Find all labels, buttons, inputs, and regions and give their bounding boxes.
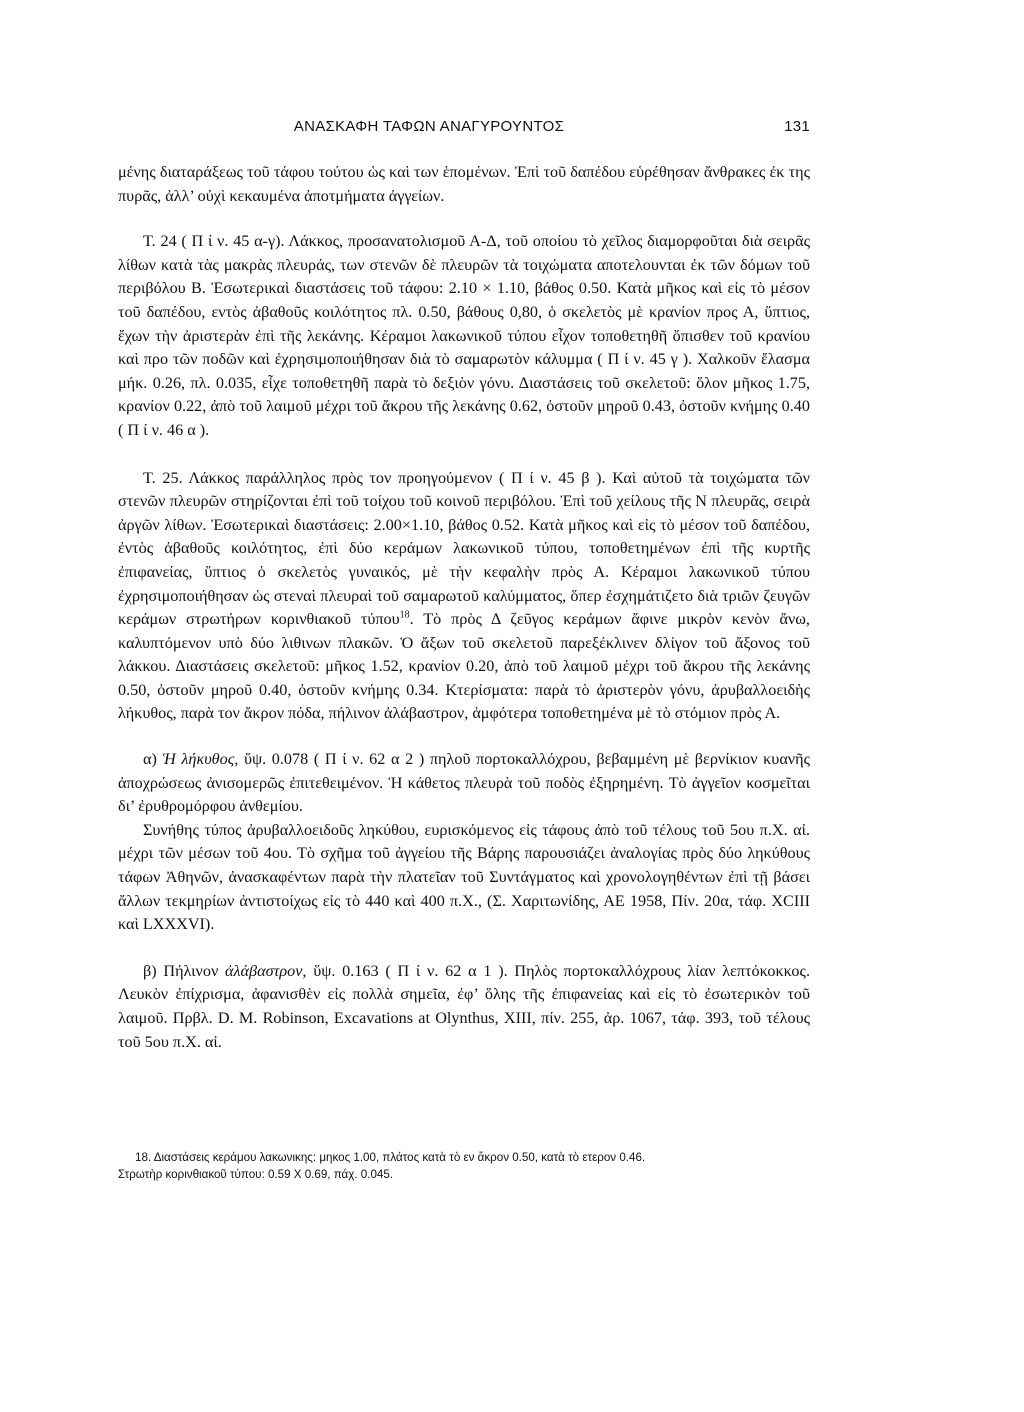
running-header [118, 118, 810, 140]
footnote-18-cont: Στρωτὴρ κορινθιακοῦ τύπου: 0.59 X 0.69, πάχ. 0.045. [118, 1168, 394, 1181]
lekythos-term: Ἡ λήκυθος, [162, 750, 239, 769]
tomb-25-text-cont: Τὸ πρὸς Δ ζεῦγος κεράμων ἄφινε μικρὸν κενὸν ἄνω, καλυπτόμενον υπὸ δύο λιθινων πλακῶν. Ὁ ἄξων τοῦ σκελετοῦ παρεξέκλινεν δλίγον τοῦ ἄξονος τοῦ λάκκου. Διαστάσεις σκελετοῦ: μῆκος 1.52, κρανίον 0.20, ἀπὸ τοῦ λαιμοῦ μέχρι τοῦ ἄκρου τῆς λεκάνης 0.50, ὀστοῦν μηροῦ 0.40, ὀστοῦν κνήμης 0.34. Κτερίσματα: παρὰ τὸ ἀριστερὸν γόνυ, ἀρυβαλλοειδὴς λήκυθος, παρὰ τον ἄκρον πόδα, πήλινον ἀλάβαστρον, ἀμφότερα τοποθετημένα μὲ τὸ στόμιον πρὸς Α. [118, 610, 810, 723]
footnotes [118, 1149, 818, 1183]
body-text [118, 161, 810, 1054]
page-number: 131 [784, 118, 810, 135]
paragraph-continuation: μένης διαταράξεως τοῦ τάφου τούτου ὡς καὶ των ἑπομένων. Ἐπὶ τοῦ δαπέδου εὑρέθησαν ἄνθρακες ἐκ της πυρᾶς, ἀλλ’ οὐχὶ κεκαυμένα ἀποτμήματα ἀγγείων. [118, 163, 810, 205]
running-title: ΑΝΑΣΚΑΦΗ ΤΑΦΩΝ ΑΝΑΓΥΡΟΥΝΤΟΣ [293, 118, 565, 135]
paragraph-tomb-25: Τ. 25. Λάκκος παράλληλος πρὸς τον προηγούμενον ( Π ί ν. 45 β ). Καὶ αὐτοῦ τὰ τοιχώματα τῶν στενῶν πλευρῶν στηρίζονται ἐπὶ τοῦ τοίχου τοῦ κοινοῦ περιβόλου. Ἐπὶ τοῦ χείλους τῆς Ν πλευρᾶς, σειρὰ ἀργῶν λίθων. Ἐσωτερικαὶ διαστάσεις: 2.00×1.10, βάθος 0.52. Κατὰ μῆκος καὶ εἰς τὸ μέσον τοῦ δαπέδου, ἐντὸς ἀβαθοῦς κοιλότητος, ἐπὶ δύο κεράμων λακωνικοῦ τύπου, τοποθετημένων ἐπὶ τῆς κυρτῆς ἐπιφανείας, ὕπτιος ὁ σκελετὸς γυναικός, μὲ τὴν κεφαλὴν πρὸς Α. Κέραμοι λακωνικοῦ τύπου ἐχρησιμοποιήθησαν ὡς στεναὶ πλευραὶ τοῦ σαμαρωτοῦ καλύμματος, ὅπερ ἐσχημάτιζετο διὰ τριῶν ζευγῶν κεράμων στρωτήρων κορινθιακοῦ τύπου$^{18}$. Τὸ πρὸς Δ ζεῦγος κεράμων ἄφινε μικρὸν κενὸν ἄνω, καλυπτόμενον υπὸ δύο λιθινων πλακῶν. Ὁ ἄξων τοῦ σκελετοῦ παρεξέκλινεν δλίγον τοῦ ἄξονος τοῦ λάκκου. Διαστάσεις σκελετοῦ: μῆκος 1.52, κρανίον 0.20, ἀπὸ τοῦ λαιμοῦ μέχρι τοῦ ἄκρου τῆς λεκάνης 0.50, ὀστοῦν μηροῦ 0.40, ὀστοῦν κνήμης 0.34. Κτερίσματα: παρὰ τὸ ἀριστερὸν γόνυ, ἀρυβαλλοειδὴς λήκυθος, παρὰ τον ἄκρον πόδα, πήλινον ἀλάβαστρον, ἀμφότερα τοποθετημένα μὲ τὸ στόμιον πρὸς Α. [118, 468, 810, 723]
paragraph-tomb-24: Τ. 24 ( Π ί ν. 45 α-γ). Λάκκος, προσανατολισμοῦ Α-Δ, τοῦ οποίου τὸ χεῖλος διαμορφοῦται διὰ σειρᾶς λίθων κατὰ τὰς μακρὰς πλευράς, των στενῶν δὲ πλευρῶν τὰ τοιχώματα αποτελουνται ἐκ τῶν δόμων τοῦ περιβόλου Β. Ἐσωτερικαὶ διαστάσεις τοῦ τάφου: 2.10 × 1.10, βάθος 0.50. Κατὰ μῆκος καὶ εἰς τὸ μέσον τοῦ δαπέδου, εντὸς ἀβαθοῦς κοιλότητος πλ. 0.50, βάθους 0,80, ὁ σκελετὸς μὲ κρανίον προς Α, ὕπτιος, ἔχων τὴν ἀριστερὰν ἐπὶ τῆς λεκάνης. Κέραμοι λακωνικοῦ τύπου εἶχον τοποθετηθῆ ὄπισθεν τοῦ κρανίου καὶ προ τῶν ποδῶν καὶ ἐχρησιμοποιήθησαν διὰ τὸ σαμαρωτὸν κάλυμμα ( Π ί ν. 45 γ ). Χαλκοῦν ἔλασμα μήκ. 0.26, πλ. 0.035, εἶχε τοποθετηθῆ παρὰ τὸ δεξιὸν γόνυ. Διαστάσεις τοῦ σκελετοῦ: ὅλον μῆκος 1.75, κρανίον 0.22, ἀπὸ τοῦ λαιμοῦ μέχρι τοῦ ἄκρου τῆς λεκάνης 0.62, ὀστοῦν μηροῦ 0.43, ὀστοῦν κνήμης 0.40 ( Π ί ν. 46 α ). [118, 232, 810, 439]
alabastron-term: ἀλάβαστρον, [225, 961, 307, 980]
paragraph-lekythos-type: Συνήθης τύπος ἀρυβαλλοειδοῦς ληκύθου, ευρισκόμενος εἰς τάφους ἀπὸ τοῦ τέλους τοῦ 5ου π.Χ. αἰ. μέχρι τῶν μέσων τοῦ 4ου. Τὸ σχῆμα τοῦ ἀγγείου τῆς Βάρης παρουσιάζει ἀναλογίας πρὸς δύο ληκύθους τάφων Ἀθηνῶν, ἀνασκαφέντων παρὰ τὴν πλατεῖαν τοῦ Συντάγματος καὶ χρονολογηθέντων ἐπὶ τῇ βάσει ἄλλων τεκμηρίων ἀντιστοίχως εἰς τὸ 440 καὶ 400 π.Χ., (Σ. Χαριτωνίδης, ΑΕ 1958, Πίν. 20α, τάφ. XCIII καὶ LXXXVI). [118, 820, 810, 934]
footnote-18: 18. Διαστάσεις κεράμου λακωνικης: μηκος 1.00, πλάτος κατὰ τὸ εν ἄκρον 0.50, κατὰ τὸ ετερον 0.46. [135, 1151, 646, 1164]
footnote-reference[interactable]: 18 [399, 609, 410, 621]
tomb-25-text: Τ. 25. Λάκκος παράλληλος πρὸς τον προηγούμενον ( Π ί ν. 45 β ). Καὶ αὐτοῦ τὰ τοιχώματα τῶν στενῶν πλευρῶν στηρίζονται ἐπὶ τοῦ τοίχου τοῦ κοινοῦ περιβόλου. Ἐπὶ τοῦ χείλους τῆς Ν πλευρᾶς, σειρὰ ἀργῶν λίθων. Ἐσωτερικαὶ διαστάσεις: 2.00×1.10, βάθος 0.52. Κατὰ μῆκος καὶ εἰς τὸ μέσον τοῦ δαπέδου, ἐντὸς ἀβαθοῦς κοιλότητος, ἐπὶ δύο κεράμων λακωνικοῦ τύπου, τοποθετημένων ἐπὶ τῆς κυρτῆς ἐπιφανείας, ὕπτιος ὁ σκελετὸς γυναικός, μὲ τὴν κεφαλὴν πρὸς Α. Κέραμοι λακωνικοῦ τύπου ἐχρησιμοποιήθησαν ὡς στεναὶ πλευραὶ τοῦ σαμαρωτοῦ καλύμματος, ὅπερ ἐσχημάτιζετο διὰ τριῶν ζευγῶν κεράμων στρωτήρων κορινθιακοῦ τύπου [118, 468, 810, 629]
paragraph-lekythos: α) Ἡ λήκυθος, ὕψ. 0.078 ( Π ί ν. 62 α 2 ) πηλοῦ πορτοκαλλόχρου, βεβαμμένη μὲ βερνίκιον κυανῆς ἀποχρώσεως ἀνισομερῶς ἐπιτεθειμένον. Ἡ κάθετος πλευρὰ τοῦ ποδὸς ἐξηρημένη. Τὸ ἀγγεῖον κοσμεῖται δι’ ἐρυθρομόρφου ἀνθεμίου. [118, 750, 810, 816]
paragraph-alabastron: β) Πήλινον ἀλάβαστρον, ὕψ. 0.163 ( Π ί ν. 62 α 1 ). Πηλὸς πορτοκαλλόχρους λίαν λεπτόκοκκος. Λευκὸν ἐπίχρισμα, ἀφανισθὲν εἰς πολλὰ σημεῖα, ἐφ’ ὅλης τῆς ἐπιφανείας καὶ εἰς τὸ ἐσωτερικὸν τοῦ λαιμοῦ. Πρβλ. D. M. Robinson, Excavations at Olynthus, XIII, πίν. 255, ἀρ. 1067, τάφ. 393, τοῦ τέλους τοῦ 5ου π.Χ. αἰ. [118, 961, 810, 1051]
